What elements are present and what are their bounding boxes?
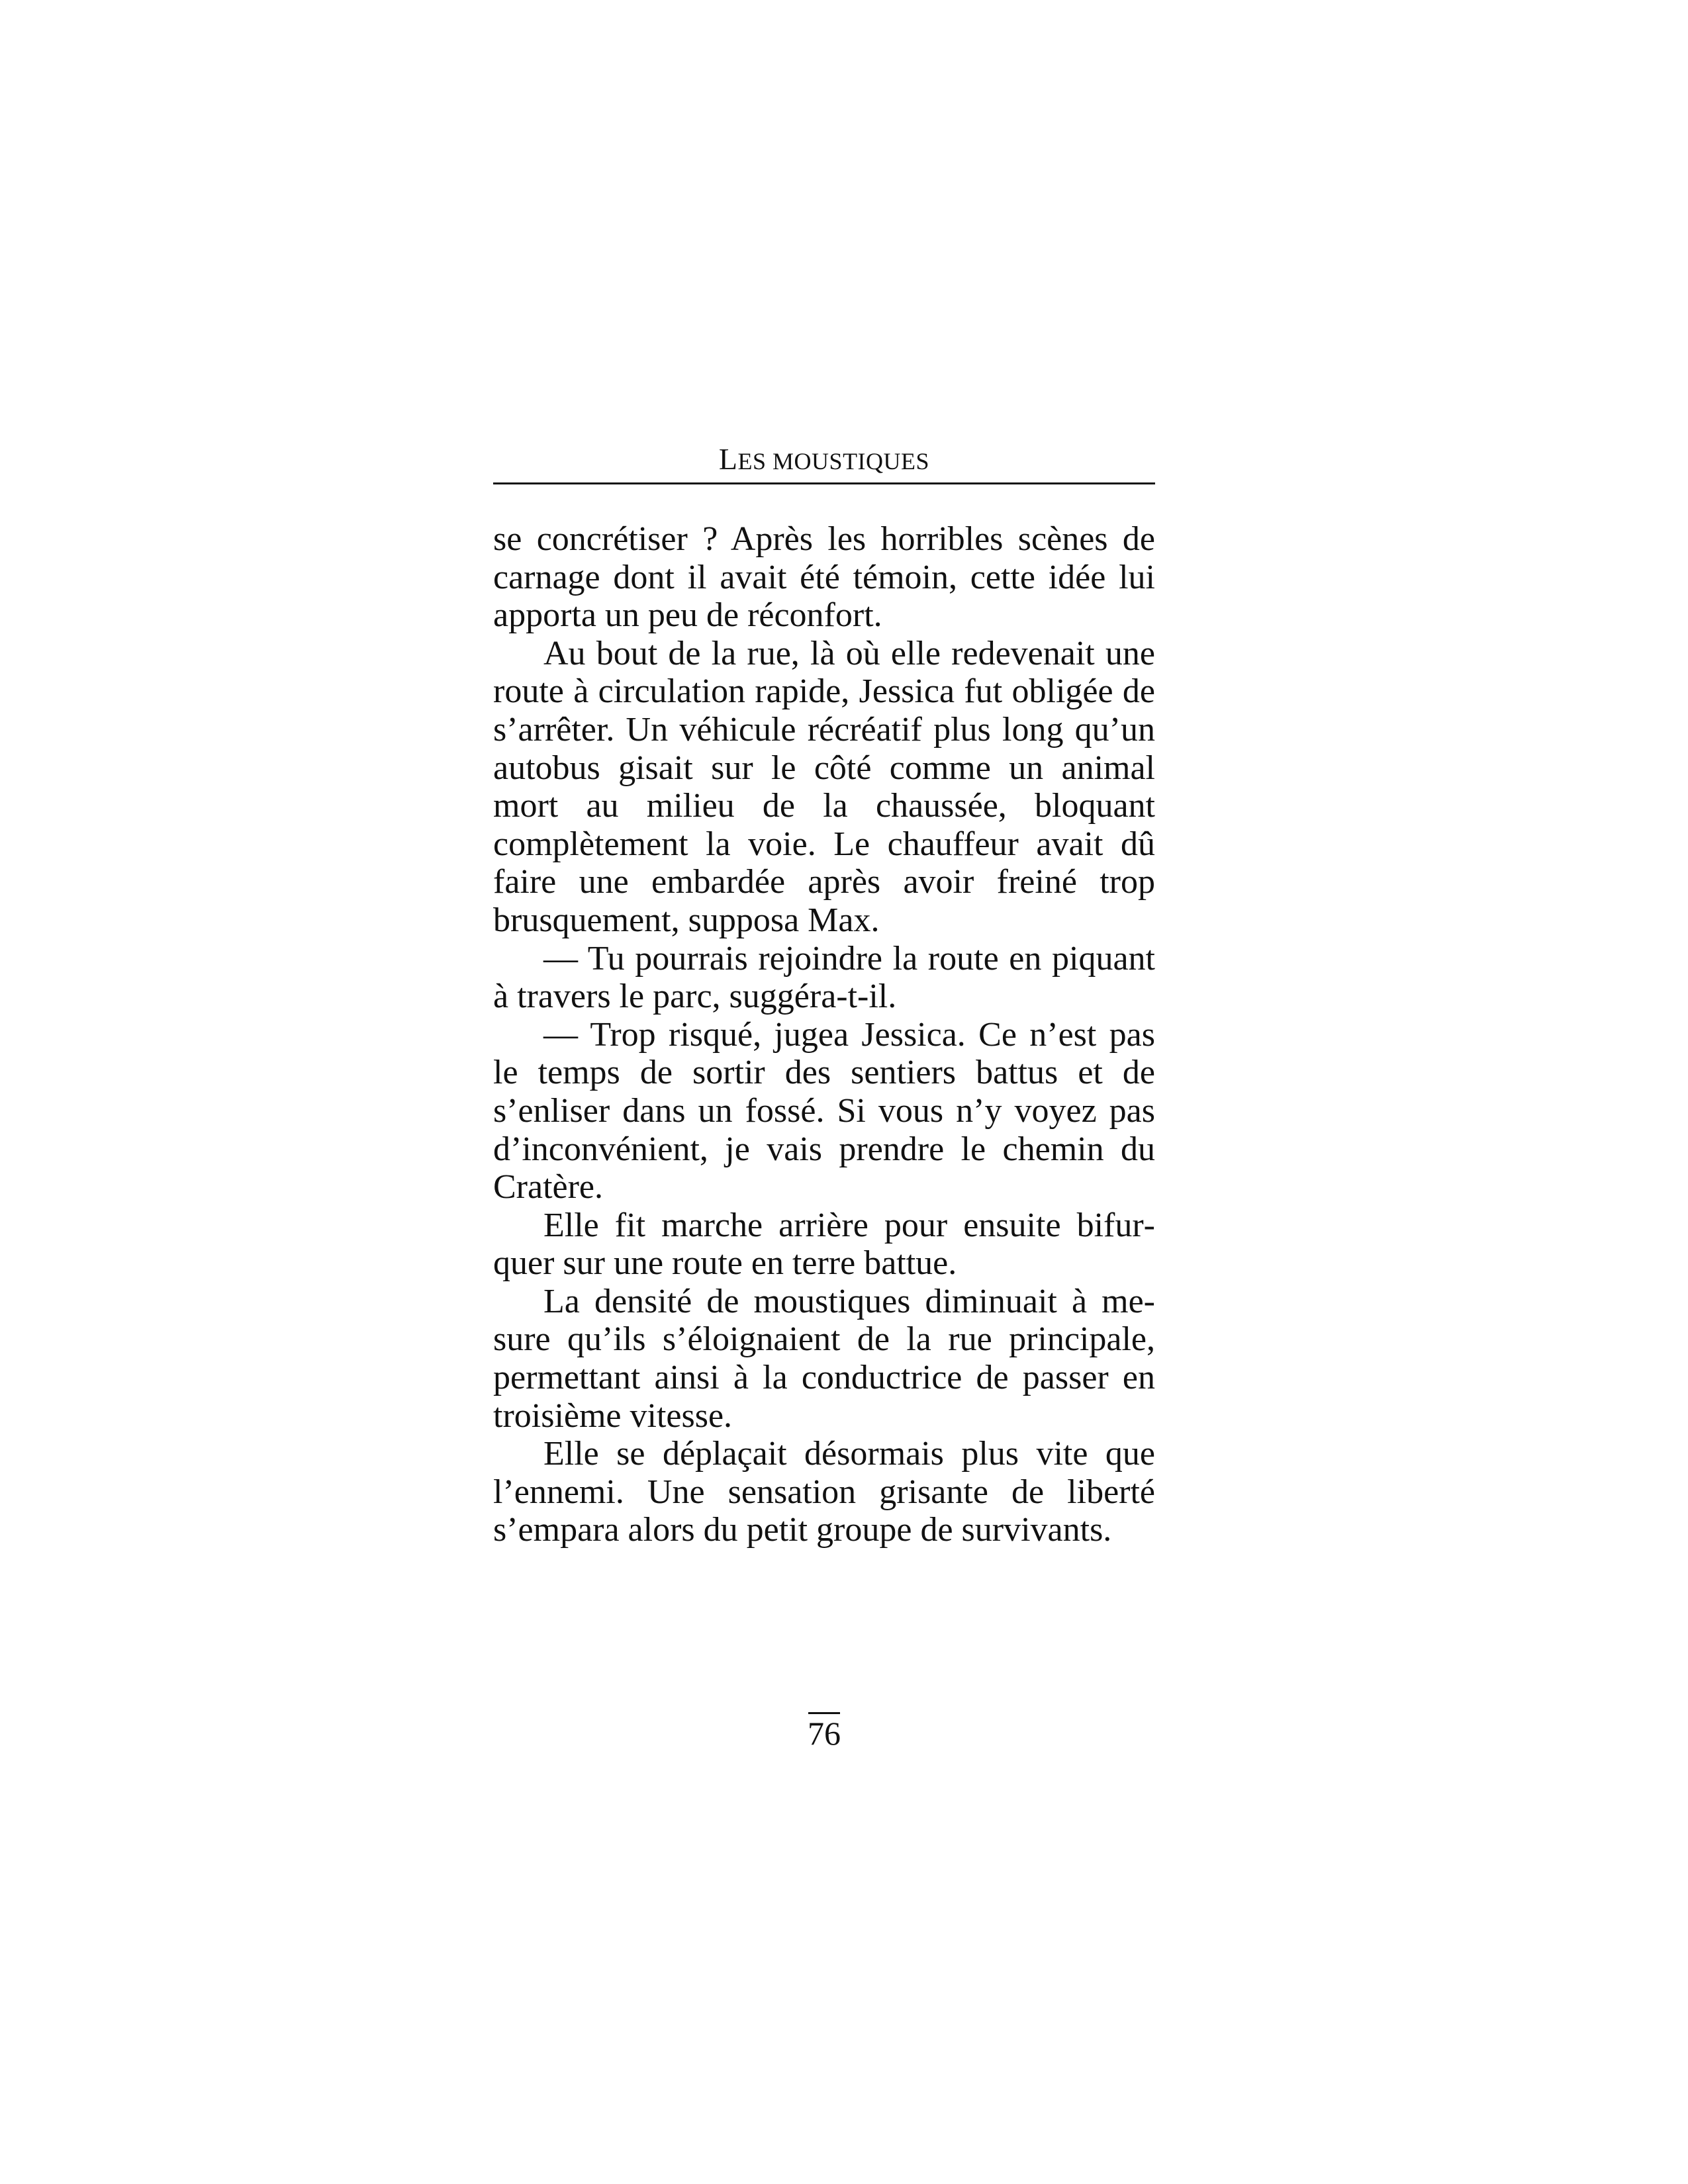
paragraph: Elle se déplaçait désormais plus vite que l’ennemi. Une sensation grisante de liberté s’empara alors du petit groupe de survivants. (493, 1435, 1155, 1549)
paragraph: — Trop risqué, jugea Jessica. Ce n’est pas le temps de sortir des sentiers battus et de s’enliser dans un fossé. Si vous n’y voyez pas d’inconvénient, je vais prendre le chemin du Cratère. (493, 1015, 1155, 1206)
paragraph: Au bout de la rue, là où elle redevenait une route à circulation rapide, Jessica fut obligée de s’arrêter. Un véhicule récréatif plus long qu’un autobus gisait sur le côté comme un animal mort au milieu de la chaussée, bloquant complètement la voie. Le chauffeur avait dû faire une embardée après avoir freiné trop brusquement, supposa Max. (493, 634, 1155, 939)
paragraph: La densité de moustiques diminuait à mesure qu’ils s’éloignaient de la rue principale, permettant ainsi à la conductrice de passer en troisième vitesse. (493, 1282, 1155, 1435)
running-head (493, 442, 1155, 478)
running-head-rest: ES MOUSTIQUES (737, 448, 930, 475)
paragraph: se concrétiser ? Après les horribles scènes de carnage dont il avait été témoin, cette idée lui apporta un peu de réconfort. (493, 520, 1155, 635)
header-rule (493, 482, 1155, 484)
page-number: 76 (808, 1715, 841, 1752)
paragraph: Elle fit marche arrière pour ensuite bifurquer sur une route en terre battue. (493, 1206, 1155, 1283)
running-head-initial: L (718, 442, 738, 476)
body-text (493, 520, 1155, 1549)
paragraph: — Tu pourrais rejoindre la route en piquant à travers le parc, suggéra-t-il. (493, 939, 1155, 1016)
